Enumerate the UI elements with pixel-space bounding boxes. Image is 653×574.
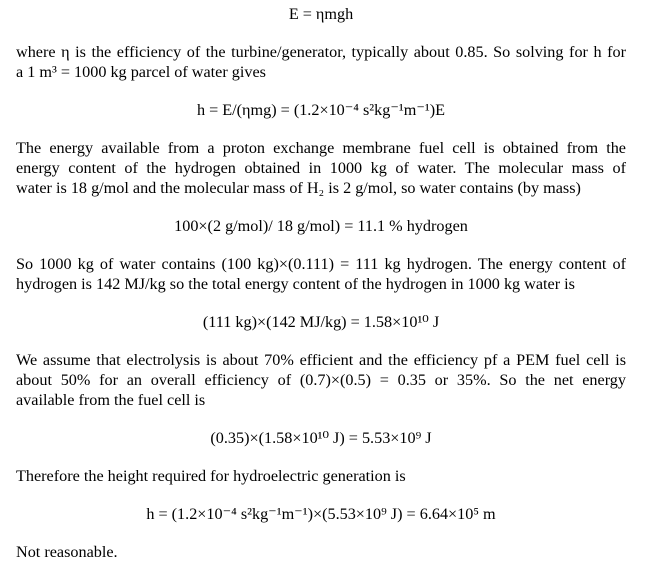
equation-energy-content: (111 kg)×(142 MJ/kg) = 1.58×10¹⁰ J: [202, 313, 440, 331]
paragraph-2-line-2: energy content of the hydrogen obtained in 1000 kg of water. The molecular mass of: [16, 159, 626, 177]
equation-required-height: h = (1.2×10⁻⁴ s²kg⁻¹m⁻¹)×(5.53×10⁹ J) = 6.64×10⁵ m: [146, 505, 496, 523]
paragraph-3-line-1: So 1000 kg of water contains (100 kg)×(0.111) = 111 kg hydrogen. The energy content of: [16, 255, 626, 273]
paragraph-2-line-1: The energy available from a proton exchange membrane fuel cell is obtained from the: [16, 139, 626, 157]
conclusion-text: Not reasonable.: [16, 543, 118, 561]
paragraph-5-line-1: Therefore the height required for hydroelectric generation is: [16, 467, 406, 485]
equation-height: h = E/(ηmg) = (1.2×10⁻⁴ s²kg⁻¹m⁻¹)E: [196, 101, 446, 119]
equation-net-energy: (0.35)×(1.58×10¹⁰ J) = 5.53×10⁹ J: [210, 429, 432, 447]
paragraph-4-line-1: We assume that electrolysis is about 70% efficient and the efficiency pf a PEM fuel cell is: [16, 351, 626, 369]
equation-energy: E = ηmgh: [288, 5, 354, 23]
paragraph-1-line-1: where η is the efficiency of the turbine/generator, typically about 0.85. So solving for h for: [16, 43, 626, 61]
equation-hydrogen-fraction: 100×(2 g/mol)/ 18 g/mol) = 11.1 % hydrogen: [174, 217, 468, 235]
paragraph-1-line-2: a 1 m³ = 1000 kg parcel of water gives: [16, 63, 266, 81]
paragraph-4-line-2: about 50% for an overall efficiency of (0.7)×(0.5) = 0.35 or 35%. So the net energy: [16, 371, 626, 389]
paragraph-4-line-3: available from the fuel cell is: [16, 391, 206, 409]
paragraph-3-line-2: hydrogen is 142 MJ/kg so the total energy content of the hydrogen in 1000 kg water is: [16, 275, 575, 293]
paragraph-2-line-3: water is 18 g/mol and the molecular mass of H₂ is 2 g/mol, so water contains (by mass): [16, 179, 581, 197]
